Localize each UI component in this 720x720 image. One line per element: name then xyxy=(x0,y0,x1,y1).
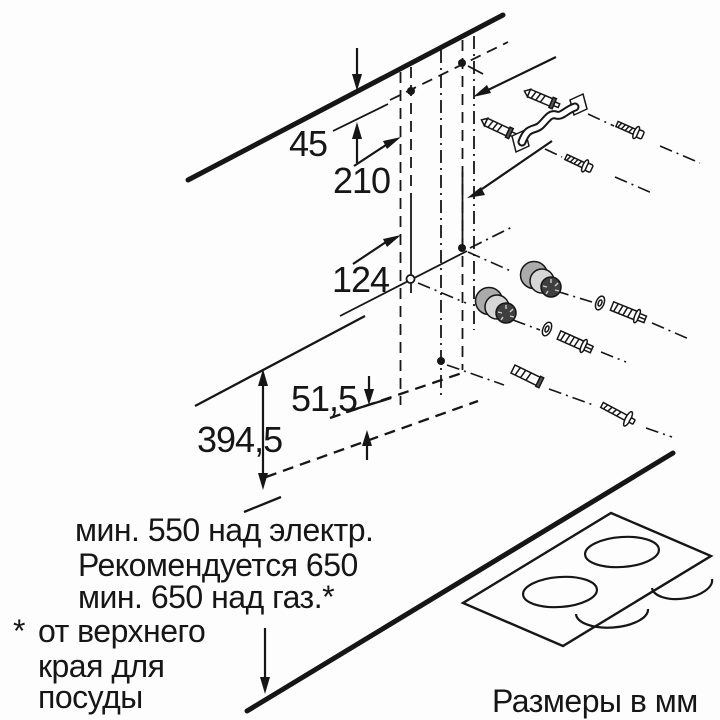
dim394-down-head xyxy=(258,473,268,490)
wall-top-line xyxy=(188,15,503,180)
footnote-line3: посуды xyxy=(38,679,143,715)
lower-fixing-hardware xyxy=(511,295,648,429)
bracket-assembly xyxy=(479,86,645,175)
upper-hole-link xyxy=(468,66,483,74)
bracket-callout-head xyxy=(473,85,491,97)
units-caption: Размеры в мм xyxy=(492,683,698,719)
axis-screw1-out xyxy=(660,146,700,163)
note-electric: мин. 550 над электр. xyxy=(75,512,374,548)
bracket-screw-2 xyxy=(563,151,594,175)
burner-right-arc xyxy=(652,579,712,599)
hole-top-right xyxy=(458,59,466,67)
hood-bottom-extension-tick xyxy=(244,497,281,512)
dim-394-5-label: 394,5 xyxy=(197,419,283,460)
axis-row1-out xyxy=(652,323,689,339)
wall-anchor-top xyxy=(522,86,561,111)
dim51-up-head xyxy=(362,430,372,446)
hole-mid-left-open xyxy=(407,275,415,283)
burner-bottom-arc xyxy=(576,609,648,628)
clearance-notes xyxy=(13,512,373,715)
note-gas: мин. 650 над газ.* xyxy=(78,579,335,615)
dim45-arrow-head xyxy=(352,122,362,139)
axis-knob1-out xyxy=(556,291,592,302)
burner-front xyxy=(522,574,598,609)
washer-upper xyxy=(594,295,607,311)
footnote-star: * xyxy=(13,613,25,649)
axis-screw2-out xyxy=(615,177,652,193)
washer-lower xyxy=(540,321,553,337)
note-recommended: Рекомендуется 650 xyxy=(78,547,358,583)
footnote-line1: от верхнего xyxy=(38,613,206,649)
clearance-arrow-head xyxy=(260,677,270,694)
dim124-arrow-head xyxy=(383,235,401,247)
dim-51-5-label: 51,5 xyxy=(291,378,358,419)
axis-knob2-out xyxy=(513,320,540,330)
axis-row2-out xyxy=(601,352,626,362)
bracket-callout-line xyxy=(488,57,556,90)
footnote-line2: края для xyxy=(38,648,165,684)
spacer-knobs xyxy=(476,262,562,324)
dowel-screw-upper xyxy=(609,300,647,326)
spacer-knob-lower xyxy=(476,288,517,324)
mounting-holes xyxy=(407,59,467,365)
axis-bracket-lower xyxy=(545,149,562,157)
axis-bracket-upper xyxy=(588,114,614,126)
axis-row3-mid xyxy=(549,389,596,406)
long-screw-row3 xyxy=(598,398,638,429)
dim-210-label: 210 xyxy=(333,160,391,201)
spacer-knob-upper xyxy=(521,262,562,298)
wall-anchor-row3 xyxy=(511,364,544,388)
hole-top-left xyxy=(407,87,415,95)
dim-124-label: 124 xyxy=(332,259,390,300)
hole-mid-right xyxy=(458,244,466,252)
dim-45-label: 45 xyxy=(289,123,328,164)
hardware-axes xyxy=(418,114,700,437)
burner-back xyxy=(584,534,660,569)
bracket-screw-1 xyxy=(614,118,645,141)
dim210-arrow-head xyxy=(383,137,401,149)
axis-row3-out xyxy=(646,428,672,437)
hole-lower-center xyxy=(437,357,445,365)
axis-knob2-in xyxy=(418,283,466,303)
top-row-extension-solid xyxy=(333,104,388,131)
mid-row-extension-dashdot xyxy=(470,227,512,248)
cooktop xyxy=(463,513,712,646)
dimension-labels xyxy=(197,123,390,460)
dowel-screw-lower xyxy=(556,329,594,356)
